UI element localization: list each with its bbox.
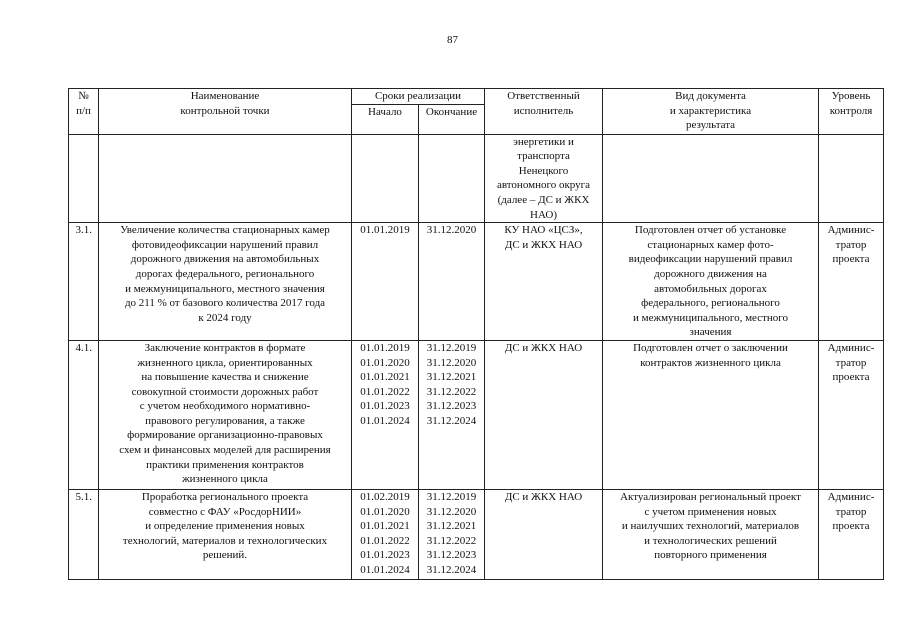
header-level: Уровень контроля: [819, 89, 884, 135]
row-level: Админис- тратор проекта: [819, 223, 884, 341]
control-points-table: [68, 88, 884, 580]
cont-executor-cell: энергетики и транспорта Ненецкого автономного округа (далее – ДС и ЖКХ НАО): [485, 134, 603, 223]
header-name: Наименование контрольной точки: [99, 89, 352, 135]
row-doc: Подготовлен отчет о заключении контрактов жизненного цикла: [603, 340, 819, 489]
header-terms: Сроки реализации: [352, 89, 485, 105]
header-end: Окончание: [419, 104, 485, 134]
row-executor: ДС и ЖКХ НАО: [485, 340, 603, 489]
table-row: [69, 340, 884, 489]
row-executor: КУ НАО «ЦСЗ», ДС и ЖКХ НАО: [485, 223, 603, 341]
row-start: 01.01.2019: [352, 223, 419, 341]
header-doc: Вид документа и характеристика результата: [603, 89, 819, 135]
cont-doc-cell: [603, 134, 819, 223]
page-number: 87: [447, 34, 458, 46]
cont-num-cell: [69, 134, 99, 223]
row-name: Проработка регионального проекта совместно с ФАУ «РосдорНИИ» и определение применения новых технологий, материалов и технологических решений.: [99, 489, 352, 579]
row-doc: Актуализирован региональный проект с учетом применения новых и наилучших технологий, материалов и технологических решений повторного применения: [603, 489, 819, 579]
row-start: 01.02.2019 01.01.2020 01.01.2021 01.01.2022 01.01.2023 01.01.2024: [352, 489, 419, 579]
cont-level-cell: [819, 134, 884, 223]
row-end: 31.12.2020: [419, 223, 485, 341]
cont-end-cell: [419, 134, 485, 223]
row-end: 31.12.2019 31.12.2020 31.12.2021 31.12.2022 31.12.2023 31.12.2024: [419, 489, 485, 579]
row-doc: Подготовлен отчет об установке стационарных камер фото- видеофиксации нарушений правил дорожного движения на автомобильных дорогах федерального, регионального и межмуниципального, местного значения: [603, 223, 819, 341]
row-executor: ДС и ЖКХ НАО: [485, 489, 603, 579]
row-name: Заключение контрактов в формате жизненного цикла, ориентированных на повышение качества и снижение совокупной стоимости дорожных работ с учетом необходимого нормативно- правового регулирования, а также формирование организационно-правовых схем и финансовых моделей для расширения практики применения контрактов жизненного цикла: [99, 340, 352, 489]
cont-name-cell: [99, 134, 352, 223]
row-level: Админис- тратор проекта: [819, 340, 884, 489]
row-name: Увеличение количества стационарных камер фотовидеофиксации нарушений правил дорожного движения на автомобильных дорогах федерального, регионального и межмуниципального, местного значения до 211 % от базового количества 2017 года к 2024 году: [99, 223, 352, 341]
row-start: 01.01.2019 01.01.2020 01.01.2021 01.01.2022 01.01.2023 01.01.2024: [352, 340, 419, 489]
row-num: 5.1.: [69, 489, 99, 579]
table-row-continuation: [69, 134, 884, 223]
row-level: Админис- тратор проекта: [819, 489, 884, 579]
table-row: [69, 223, 884, 341]
header-num: № п/п: [69, 89, 99, 135]
cont-start-cell: [352, 134, 419, 223]
header-start: Начало: [352, 104, 419, 134]
table-header-row: [69, 89, 884, 105]
row-num: 3.1.: [69, 223, 99, 341]
header-executor: Ответственный исполнитель: [485, 89, 603, 135]
table-row: [69, 489, 884, 579]
row-num: 4.1.: [69, 340, 99, 489]
row-end: 31.12.2019 31.12.2020 31.12.2021 31.12.2022 31.12.2023 31.12.2024: [419, 340, 485, 489]
